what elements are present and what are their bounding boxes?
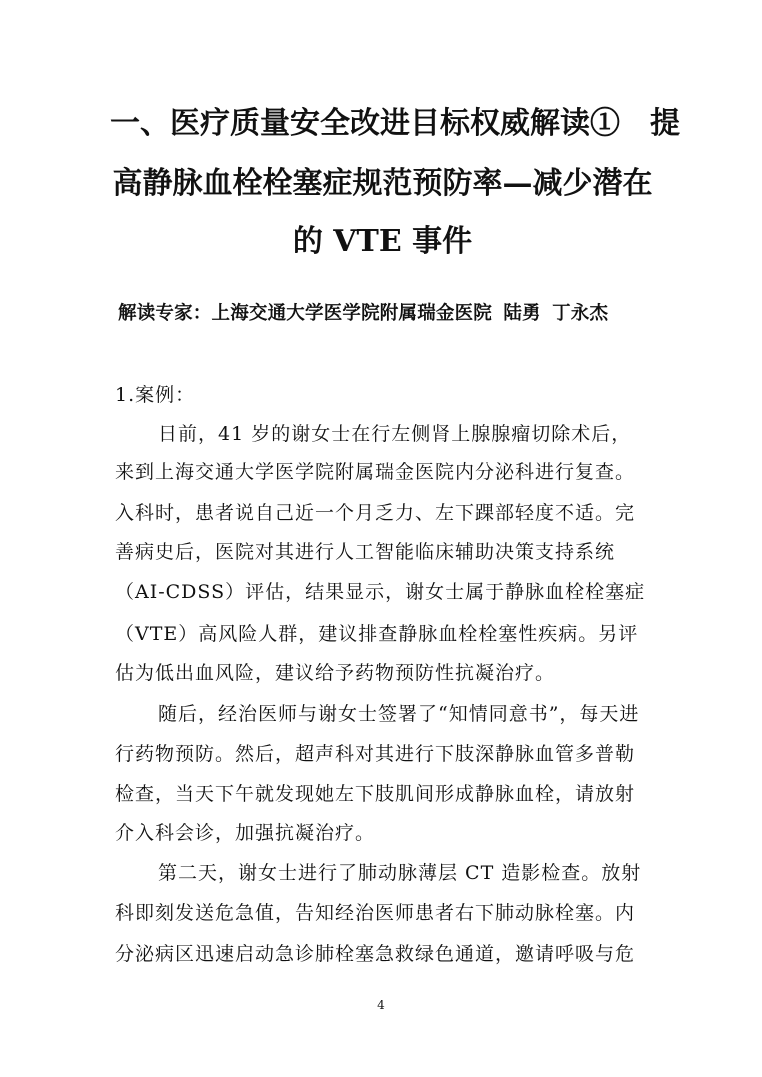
body-line: 日前，41 岁的谢女士在行左侧肾上腺腺瘤切除术后， xyxy=(158,423,632,445)
expert-byline: 解读专家：上海交通大学医学院附属瑞金医院 陆勇 丁永杰 xyxy=(118,303,609,324)
page-number: 4 xyxy=(377,998,385,1012)
section-heading: 1.案例： xyxy=(115,384,196,406)
body-line: 来到上海交通大学医学院附属瑞金医院内分泌科进行复查。 xyxy=(115,461,636,483)
body-line: 第二天，谢女士进行了肺动脉薄层 CT 造影检查。放射 xyxy=(158,862,642,884)
document-title-line-2: 高静脉血栓栓塞症规范预防率—减少潜在 xyxy=(112,166,653,201)
document-title-line-1: 一、医疗质量安全改进目标权威解读① 提 xyxy=(110,106,680,141)
document-title-line-3: 的 VTE 事件 xyxy=(292,224,473,259)
body-line: （VTE）高风险人群，建议排查静脉血栓栓塞性疾病。另评 xyxy=(115,623,639,645)
body-line: 检查，当天下午就发现她左下肢肌间形成静脉血栓，请放射 xyxy=(115,783,636,805)
body-line: 行药物预防。然后，超声科对其进行下肢深静脉血管多普勒 xyxy=(115,743,636,765)
body-line: 介入科会诊，加强抗凝治疗。 xyxy=(115,822,376,844)
body-line: 善病史后，医院对其进行人工智能临床辅助决策支持系统 xyxy=(115,541,616,563)
body-line: 科即刻发送危急值，告知经治医师患者右下肺动脉栓塞。内 xyxy=(115,902,636,924)
body-line: 随后，经治医师与谢女士签署了“知情同意书”，每天进 xyxy=(158,703,640,725)
body-line: 分泌病区迅速启动急诊肺栓塞急救绿色通道，邀请呼吸与危 xyxy=(115,943,636,965)
body-line: （AI-CDSS）评估，结果显示，谢女士属于静脉血栓栓塞症 xyxy=(115,581,646,603)
body-line: 估为低出血风险，建议给予药物预防性抗凝治疗。 xyxy=(115,662,556,684)
body-line: 入科时，患者说自己近一个月乏力、左下踝部轻度不适。完 xyxy=(115,502,636,524)
